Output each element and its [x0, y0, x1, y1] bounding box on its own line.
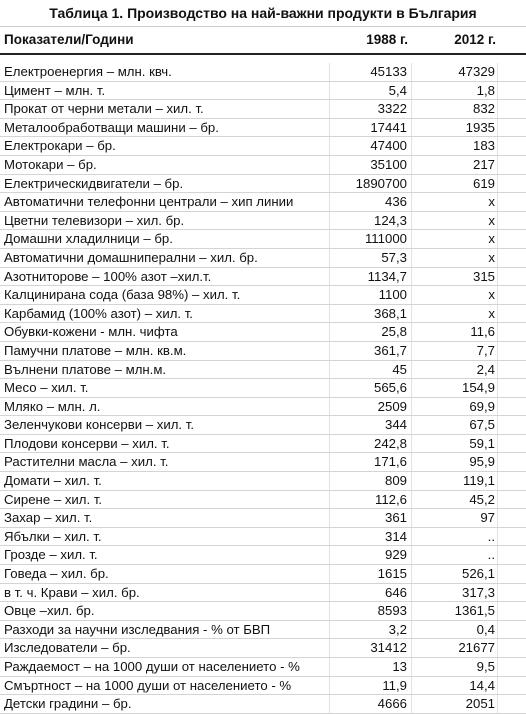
- table-row: [0, 342, 526, 361]
- spacer-cell: [498, 323, 518, 341]
- table-row: [0, 546, 526, 565]
- row-name-cell[interactable]: Растителни масла – хил. т.: [0, 453, 330, 471]
- row-value-2012-cell[interactable]: 95,9: [412, 453, 498, 471]
- table-row: [0, 268, 526, 287]
- row-name-cell[interactable]: Зеленчукови консерви – хил. т.: [0, 416, 330, 434]
- row-value-1988-cell[interactable]: 3322: [330, 100, 412, 118]
- table-row: [0, 677, 526, 696]
- row-value-1988-cell[interactable]: 13: [330, 658, 412, 676]
- row-value-1988-cell[interactable]: 31412: [330, 639, 412, 657]
- row-name-cell[interactable]: Детски градини – бр.: [0, 695, 330, 713]
- row-value-2012-cell[interactable]: 183: [412, 137, 498, 155]
- spacer-cell: [498, 435, 518, 453]
- row-value-2012-cell[interactable]: 1935: [412, 119, 498, 137]
- spacer-cell: [498, 528, 518, 546]
- spacer-cell: [498, 156, 518, 174]
- spacer-cell: [498, 639, 518, 657]
- row-name-cell[interactable]: Грозде – хил. т.: [0, 546, 330, 564]
- row-value-1988-cell[interactable]: 47400: [330, 137, 412, 155]
- row-value-2012-cell[interactable]: 526,1: [412, 565, 498, 583]
- row-name-cell[interactable]: Обувки-кожени - млн. чифта: [0, 323, 330, 341]
- spacer-cell: [498, 82, 518, 100]
- table-row: [0, 453, 526, 472]
- row-value-1988-cell[interactable]: 2509: [330, 398, 412, 416]
- spacer-cell: [498, 361, 518, 379]
- table-body: [0, 55, 526, 714]
- row-name-cell[interactable]: Калцинирана сода (база 98%) – хил. т.: [0, 286, 330, 304]
- row-value-2012-cell[interactable]: ..: [412, 528, 498, 546]
- row-value-2012-cell[interactable]: 2051: [412, 695, 498, 713]
- table-row: [0, 528, 526, 547]
- table-row: [0, 361, 526, 380]
- row-value-2012-cell[interactable]: x: [412, 286, 498, 304]
- row-name-cell[interactable]: Захар – хил. т.: [0, 509, 330, 527]
- row-value-2012-cell[interactable]: 45,2: [412, 491, 498, 509]
- row-name-cell[interactable]: Ябълки – хил. т.: [0, 528, 330, 546]
- row-name-cell[interactable]: Месо – хил. т.: [0, 379, 330, 397]
- row-name-cell[interactable]: Цимент – млн. т.: [0, 82, 330, 100]
- row-value-1988-cell[interactable]: 344: [330, 416, 412, 434]
- row-value-1988-cell[interactable]: 1890700: [330, 175, 412, 193]
- table-row: [0, 230, 526, 249]
- row-value-2012-cell[interactable]: 11,6: [412, 323, 498, 341]
- row-value-1988-cell[interactable]: 124,3: [330, 212, 412, 230]
- spacer-cell: [498, 230, 518, 248]
- table-row: [0, 416, 526, 435]
- row-value-2012-cell[interactable]: 154,9: [412, 379, 498, 397]
- row-value-1988-cell[interactable]: 242,8: [330, 435, 412, 453]
- row-name-cell[interactable]: Сирене – хил. т.: [0, 491, 330, 509]
- table-row: [0, 435, 526, 454]
- spacer-cell: [498, 565, 518, 583]
- row-value-1988-cell[interactable]: 1134,7: [330, 268, 412, 286]
- row-value-2012-cell[interactable]: x: [412, 230, 498, 248]
- row-value-2012-cell[interactable]: 2,4: [412, 361, 498, 379]
- row-value-2012-cell[interactable]: 9,5: [412, 658, 498, 676]
- row-name-cell[interactable]: Плодови консерви – хил. т.: [0, 435, 330, 453]
- row-name-cell[interactable]: Прокат от черни метали – хил. т.: [0, 100, 330, 118]
- spacer-cell: [498, 63, 518, 81]
- table-row: [0, 379, 526, 398]
- row-name-cell[interactable]: Карбамид (100% азот) – хил. т.: [0, 305, 330, 323]
- spacer-cell: [498, 602, 518, 620]
- spacer-cell: [498, 398, 518, 416]
- row-value-2012-cell[interactable]: 119,1: [412, 472, 498, 490]
- row-value-1988-cell[interactable]: 361,7: [330, 342, 412, 360]
- row-name-cell[interactable]: Мотокари – бр.: [0, 156, 330, 174]
- row-name-cell[interactable]: Автоматични домашниперални – хил. бр.: [0, 249, 330, 267]
- row-name-cell[interactable]: Домати – хил. т.: [0, 472, 330, 490]
- spacer-cell: [498, 249, 518, 267]
- spacer-cell: [498, 286, 518, 304]
- row-value-2012-cell[interactable]: 21677: [412, 639, 498, 657]
- header-indicators: Показатели/Години: [4, 32, 134, 47]
- table-row: [0, 565, 526, 584]
- table-row: [0, 156, 526, 175]
- spacer-cell: [498, 416, 518, 434]
- table-row: [0, 119, 526, 138]
- row-value-2012-cell[interactable]: 1,8: [412, 82, 498, 100]
- row-value-1988-cell[interactable]: 3,2: [330, 621, 412, 639]
- row-value-2012-cell[interactable]: ..: [412, 546, 498, 564]
- spacer-cell: [498, 137, 518, 155]
- table-row: [0, 602, 526, 621]
- row-value-1988-cell[interactable]: 646: [330, 584, 412, 602]
- table-row: [0, 175, 526, 194]
- row-value-1988-cell[interactable]: 929: [330, 546, 412, 564]
- spacer-cell: [498, 305, 518, 323]
- row-name-cell[interactable]: Разходи за научни изследвания - % от БВП: [0, 621, 330, 639]
- table-row: [0, 82, 526, 101]
- table-row: [0, 63, 526, 82]
- row-name-cell[interactable]: Електрокари – бр.: [0, 137, 330, 155]
- table-row: [0, 695, 526, 714]
- row-value-2012-cell[interactable]: 59,1: [412, 435, 498, 453]
- row-value-1988-cell[interactable]: 361: [330, 509, 412, 527]
- spacer-cell: [498, 509, 518, 527]
- spacer-cell: [498, 658, 518, 676]
- table-row: [0, 472, 526, 491]
- table-row: [0, 639, 526, 658]
- row-value-1988-cell[interactable]: 436: [330, 193, 412, 211]
- header-year-1988: 1988 г.: [366, 32, 408, 47]
- row-value-1988-cell[interactable]: 1615: [330, 565, 412, 583]
- row-value-1988-cell[interactable]: 45133: [330, 63, 412, 81]
- table-row: [0, 491, 526, 510]
- row-value-1988-cell[interactable]: 57,3: [330, 249, 412, 267]
- spacer-cell: [498, 621, 518, 639]
- row-name-cell[interactable]: Овце –хил. бр.: [0, 602, 330, 620]
- spacer-cell: [498, 193, 518, 211]
- spacer-cell: [498, 546, 518, 564]
- spacer-cell: [498, 175, 518, 193]
- row-name-cell[interactable]: Изследователи – бр.: [0, 639, 330, 657]
- table-row: [0, 193, 526, 212]
- row-name-cell[interactable]: Вълнени платове – млн.м.: [0, 361, 330, 379]
- row-value-1988-cell[interactable]: 314: [330, 528, 412, 546]
- row-value-1988-cell[interactable]: 45: [330, 361, 412, 379]
- spacer-cell: [498, 379, 518, 397]
- row-value-2012-cell[interactable]: x: [412, 193, 498, 211]
- table-header: [0, 27, 526, 55]
- row-value-2012-cell[interactable]: 315: [412, 268, 498, 286]
- row-value-2012-cell[interactable]: x: [412, 249, 498, 267]
- row-name-cell[interactable]: в т. ч. Крави – хил. бр.: [0, 584, 330, 602]
- row-value-2012-cell[interactable]: x: [412, 305, 498, 323]
- table-row: [0, 398, 526, 417]
- table-row: [0, 286, 526, 305]
- row-value-2012-cell[interactable]: 317,3: [412, 584, 498, 602]
- spacer-cell: [498, 677, 518, 695]
- row-name-cell[interactable]: Азотниторове – 100% азот –хил.т.: [0, 268, 330, 286]
- spacer-cell: [498, 584, 518, 602]
- row-name-cell[interactable]: Цветни телевизори – хил. бр.: [0, 212, 330, 230]
- row-value-1988-cell[interactable]: 17441: [330, 119, 412, 137]
- table-row: [0, 509, 526, 528]
- row-name-cell[interactable]: Мляко – млн. л.: [0, 398, 330, 416]
- row-value-2012-cell[interactable]: 832: [412, 100, 498, 118]
- spacer-cell: [498, 491, 518, 509]
- row-value-1988-cell[interactable]: 368,1: [330, 305, 412, 323]
- row-value-1988-cell[interactable]: 4666: [330, 695, 412, 713]
- row-value-1988-cell[interactable]: 112,6: [330, 491, 412, 509]
- row-value-1988-cell[interactable]: 11,9: [330, 677, 412, 695]
- row-value-2012-cell[interactable]: 47329: [412, 63, 498, 81]
- row-value-2012-cell[interactable]: 217: [412, 156, 498, 174]
- table-row: [0, 137, 526, 156]
- table-row: [0, 621, 526, 640]
- row-value-2012-cell[interactable]: 69,9: [412, 398, 498, 416]
- row-value-1988-cell[interactable]: 565,6: [330, 379, 412, 397]
- row-name-cell[interactable]: Автоматични телефонни централи – хип линии: [0, 193, 330, 211]
- row-name-cell[interactable]: Раждаемост – на 1000 души от населението - %: [0, 658, 330, 676]
- table-row: [0, 658, 526, 677]
- row-value-1988-cell[interactable]: 8593: [330, 602, 412, 620]
- spacer-cell: [498, 119, 518, 137]
- row-name-cell[interactable]: Електрическидвигатели – бр.: [0, 175, 330, 193]
- spacer-cell: [498, 268, 518, 286]
- row-value-2012-cell[interactable]: 0,4: [412, 621, 498, 639]
- row-name-cell[interactable]: Домашни хладилници – бр.: [0, 230, 330, 248]
- row-name-cell[interactable]: Металообработващи машини – бр.: [0, 119, 330, 137]
- spacer-cell: [498, 100, 518, 118]
- row-value-2012-cell[interactable]: x: [412, 212, 498, 230]
- spacer-cell: [498, 27, 518, 53]
- row-value-1988-cell[interactable]: 1100: [330, 286, 412, 304]
- spacer-cell: [498, 212, 518, 230]
- row-value-1988-cell[interactable]: 809: [330, 472, 412, 490]
- row-value-2012-cell[interactable]: 97: [412, 509, 498, 527]
- row-value-1988-cell[interactable]: 111000: [330, 230, 412, 248]
- header-year-2012: 2012 г.: [454, 32, 496, 47]
- table-title: Таблица 1. Производство на най-важни продукти в България: [0, 0, 526, 27]
- row-value-1988-cell[interactable]: 35100: [330, 156, 412, 174]
- row-value-1988-cell[interactable]: 5,4: [330, 82, 412, 100]
- row-name-cell[interactable]: Говеда – хил. бр.: [0, 565, 330, 583]
- spacer-cell: [498, 472, 518, 490]
- table-row: [0, 249, 526, 268]
- row-value-1988-cell[interactable]: 25,8: [330, 323, 412, 341]
- row-name-cell[interactable]: Памучни платове – млн. кв.м.: [0, 342, 330, 360]
- table-row: [0, 100, 526, 119]
- spacer-cell: [498, 342, 518, 360]
- table-row: [0, 305, 526, 324]
- row-value-2012-cell[interactable]: 14,4: [412, 677, 498, 695]
- row-value-1988-cell[interactable]: 171,6: [330, 453, 412, 471]
- spacer-cell: [498, 453, 518, 471]
- spacer-cell: [498, 695, 518, 713]
- table-row: [0, 323, 526, 342]
- row-value-2012-cell[interactable]: 619: [412, 175, 498, 193]
- row-value-2012-cell[interactable]: 7,7: [412, 342, 498, 360]
- row-name-cell[interactable]: Електроенергия – млн. квч.: [0, 63, 330, 81]
- table-row: [0, 584, 526, 603]
- row-name-cell[interactable]: Смъртност – на 1000 души от населението - %: [0, 677, 330, 695]
- row-value-2012-cell[interactable]: 67,5: [412, 416, 498, 434]
- row-value-2012-cell[interactable]: 1361,5: [412, 602, 498, 620]
- table-row: [0, 212, 526, 231]
